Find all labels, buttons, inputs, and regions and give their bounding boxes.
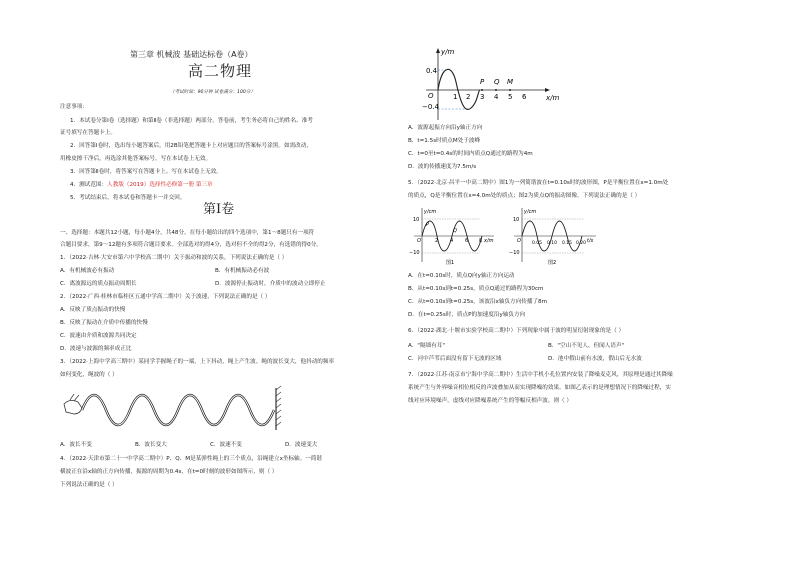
notice-title: 注意事项： — [60, 104, 88, 110]
q5-option-c[interactable]: C．从t=0.10s到t=0.25s，该波沿x轴负方向传播了8m — [408, 299, 548, 305]
test-scope: 人教版（2019）选择性必修第一册 第三章 — [107, 182, 213, 188]
question-1: 1．（2022·吉林·大安市第六中学校高二期中）关于振动和波的关系，下列说法正确的是（ ） — [60, 255, 288, 261]
q3-option-b[interactable]: B．波长变大 — [135, 442, 167, 448]
question-5: 5．（2022·北京·昌平一中高二期中）图1为一列简谐波在t=0.10s时的波形图，P是平衡位置在x=1.0m处 — [408, 180, 669, 186]
q1-option-c[interactable]: C．离波源远的质点振动周期长 — [60, 281, 137, 287]
q6-option-a[interactable]: A．"隔墙有耳" — [408, 343, 445, 349]
x-tick: 6 — [522, 93, 527, 101]
q2-option-b[interactable]: B．反映了振动在介质中传播的快慢 — [60, 320, 148, 326]
y-axis-label: y/m — [441, 48, 455, 56]
origin-label: O — [428, 92, 434, 100]
notice-item: 3．回答第Ⅱ卷时，将答案写在答题卡上。写在本试卷上无效。 — [70, 169, 222, 175]
q5-option-a[interactable]: A．在t=0.10s时，质点Q向y轴正方向运动 — [408, 273, 515, 279]
question-2: 2．（2022·广西·桂林市临桂区五通中学高二期中）关于波速，下列说法正确的是（ ） — [60, 294, 271, 300]
x-tick: 3 — [480, 93, 485, 101]
notice-item: 用橡皮擦干净后，再选涂其他答案标号。写在本试卷上无效。 — [60, 156, 212, 162]
point-q — [495, 89, 497, 91]
fig2-x-label: t/s — [587, 238, 594, 244]
q-intro-line: 一、选择题：本题共12小题，每小题4分，共48分。在每小题给出的四个选项中，第1～8题只有一项符 — [60, 230, 315, 236]
x-tick: 2 — [466, 93, 471, 101]
fig1-x-label: x/m — [484, 238, 494, 244]
q3-option-c[interactable]: C．波速不变 — [210, 442, 242, 448]
question-4-cont: 下列说法正确的是（ ） — [60, 482, 118, 488]
fig2-x-tick: 0.05 — [532, 241, 543, 246]
notice-item: 1．本试卷分第Ⅰ卷（选择题）和第Ⅱ卷（非选择题）两部分。答卷前，考生务必将自己的姓名、准考 — [70, 118, 313, 124]
question-3: 3．（2022·上海中学高三期中）某同学手握绳子的一端，上下抖动，绳上产生波。绳的波长变大，他抖动的频率 — [60, 359, 335, 365]
left-column — [60, 0, 395, 562]
x-tick: 4 — [494, 93, 499, 101]
figure-1 — [408, 204, 498, 266]
q-intro-line: 合题目要求，第9～12题有多项符合题目要求。全部选对的得4分，选对但不全的得2分，有选错的得0分。 — [60, 242, 322, 248]
wall-icon — [276, 386, 281, 430]
question-7-cont: 线对应环境噪声，虚线对应降噪系统产生的等幅反相声波。则（ ） — [408, 398, 572, 404]
question-7-cont: 系统产生与外界噪音相位相反的声波叠加从而实现降噪的效果。如图乙表示的是理想情况下的降噪过程，实 — [408, 385, 671, 391]
point-m — [509, 89, 511, 91]
fig2-origin: O — [517, 238, 521, 244]
section-title: 第Ⅰ卷 — [203, 202, 235, 217]
exam-info: （考试时间：90分钟 试卷满分：100分） — [170, 90, 255, 95]
fig1-x-tick: 6 — [465, 238, 469, 244]
fig2-caption: 图2 — [548, 260, 557, 266]
q1-option-d[interactable]: D．波源停止振动时，介质中的波动立即停止 — [215, 281, 326, 287]
fig1-origin: O — [417, 238, 421, 244]
wave-curve — [438, 69, 480, 109]
rope-wave-figure — [60, 382, 300, 434]
x-tick: 5 — [508, 93, 513, 101]
question-7: 7．（2022·江苏·南京市宁海中学高二期中）生活中手机小孔位置内安装了降噪麦克风，其原理是通过其降噪 — [408, 372, 673, 378]
wave-figure — [408, 42, 578, 120]
q1-option-b[interactable]: B．有机械振动必有波 — [215, 268, 270, 274]
q2-option-d[interactable]: D．波速与波源的频率成正比 — [60, 346, 132, 352]
q5-option-d[interactable]: D．在t=0.25s时，质点P的加速度沿y轴负方向 — [408, 312, 526, 318]
question-3-cont: 如何变化，绳波的（ ） — [60, 372, 118, 378]
q1-option-a[interactable]: A．有机械波必有振动 — [60, 268, 115, 274]
q2-option-c[interactable]: C．波速由介质和波源共同决定 — [60, 333, 137, 339]
q6-option-d[interactable]: D．池中假山前有水波，假山后无水波 — [548, 356, 642, 362]
fig1-x-tick: 8 — [479, 238, 483, 244]
q4-option-c[interactable]: C．t=0至t=0.4s的时间内质点Q通过的路程为4m — [408, 151, 533, 157]
question-4: 4．（2022·天津市第二十一中学高二期中）P、Q、M是某弹性绳上的三个质点，沿绳建立x坐标轴。一简谐 — [60, 456, 323, 462]
fig2-y-label: y/cm — [524, 209, 537, 215]
right-column — [408, 0, 748, 562]
x-axis-label: x/m — [546, 94, 560, 102]
q3-option-a[interactable]: A．波长不变 — [60, 442, 92, 448]
fig1-y-label: y/cm — [424, 209, 437, 215]
q2-option-a[interactable]: A．反映了质点振动的快慢 — [60, 307, 126, 313]
hand-icon — [64, 394, 82, 414]
question-4-cont: 横波正在沿x轴的正方向传播，振源的周期为0.4s，在t=0时刻的波形如图所示，则（ ） — [60, 469, 278, 475]
y-max-label: 0.4 — [426, 67, 438, 75]
q6-option-b[interactable]: B．"空山不见人，但闻人语声" — [548, 343, 625, 349]
point-q-label: Q — [494, 78, 500, 86]
fig1-caption: 图1 — [446, 260, 455, 266]
fig2-x-tick: 0.10 — [547, 241, 558, 246]
figure-2 — [508, 204, 600, 266]
fig1-y-max: 10 — [413, 217, 420, 223]
fig1-x-tick: 4 — [450, 238, 454, 244]
subject-title: 高二物理 — [188, 62, 253, 80]
y-min-label: −0.4 — [422, 103, 439, 111]
point-m-label: M — [507, 78, 514, 86]
fig2-x-tick: 0.15 — [562, 241, 573, 246]
chapter-title: 第三章 机械波 基础达标卷（A卷） — [130, 50, 253, 59]
fig1-point-q: Q — [453, 228, 457, 234]
x-tick: 1 — [453, 93, 458, 101]
q3-option-d[interactable]: D．波速变大 — [285, 442, 318, 448]
q4-option-b[interactable]: B．t=1.5s时质点M处于波峰 — [408, 138, 481, 144]
notice-item-4-prefix: 4．测试范围： — [70, 182, 108, 188]
fig2-x-tick: 0.20 — [576, 241, 587, 246]
notice-item: 2．回答第Ⅰ卷时，选出每小题答案后，用2B铅笔把答题卡上对应题目的答案标号涂黑。如需改动， — [70, 143, 312, 149]
q4-option-a[interactable]: A．波源起振方向沿y轴正方向 — [408, 125, 483, 131]
fig2-y-max: 10 — [513, 217, 520, 223]
question-6: 6．（2022·湖北·十堰市实验学校高二期中）下列现象中属于波的明显衍射现象的是（ ） — [408, 328, 625, 334]
point-p — [481, 89, 483, 91]
q6-option-c[interactable]: C．河中芦苇后面没有留下无波的区域 — [408, 356, 502, 362]
question-5-cont: 的质点，Q是平衡位置在x=4.0m处的质点；图2为质点Q的振动图像。下列说法正确的是（ ） — [408, 193, 641, 199]
fig1-x-tick: 2 — [435, 238, 439, 244]
fig1-point-p: P — [426, 222, 430, 228]
q4-option-d[interactable]: D．波的传播速度为7.5m/s — [408, 164, 477, 170]
notice-item-4 — [70, 180, 213, 190]
notice-item: 5．考试结束后，将本试卷和答题卡一并交回。 — [70, 195, 186, 201]
fig1-y-min: −10 — [409, 250, 420, 256]
point-p-label: P — [480, 78, 485, 86]
fig2-y-min: −10 — [509, 250, 520, 256]
notice-item: 证号填写在答题卡上。 — [60, 130, 116, 136]
q5-option-b[interactable]: B．从t=0.10s到t=0.25s，质点Q通过的路程为30cm — [408, 286, 544, 292]
